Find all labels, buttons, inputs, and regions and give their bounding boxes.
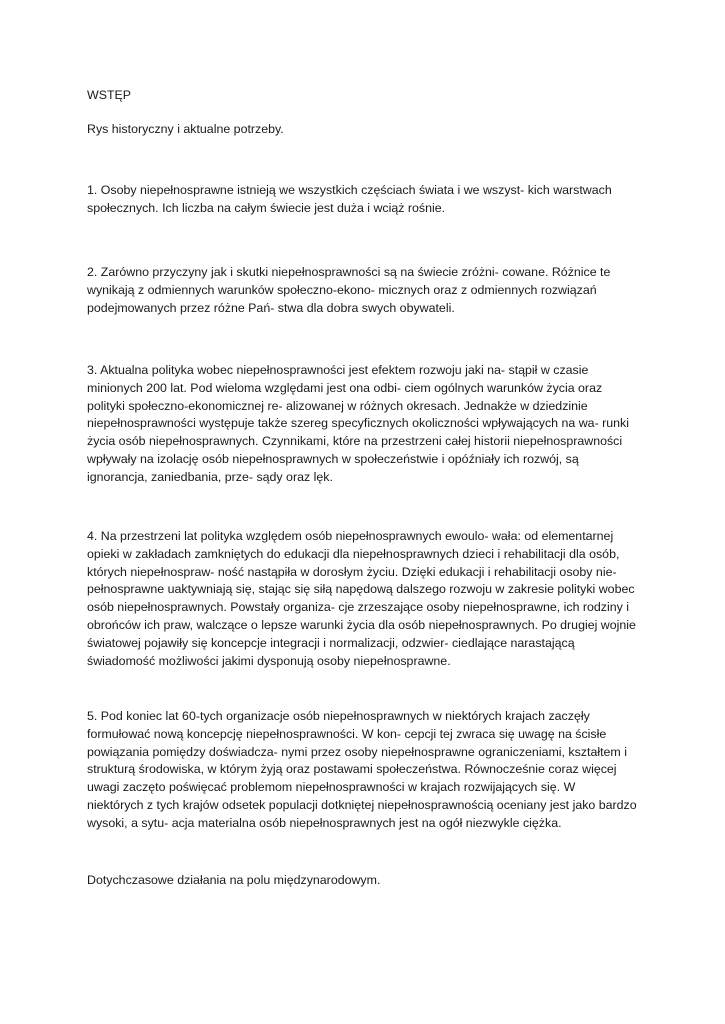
paragraph-4 (87, 528, 636, 670)
paragraph-line: niepełnosprawności występuje także szereg specyficznych okoliczności wpływających na wa- runki (87, 416, 629, 431)
paragraph-line: których niepełnospraw- ność nastąpiła w dorosłym życiu. Dzięki edukacji i rehabilitacji osoby nie- (87, 564, 617, 579)
paragraph-2 (87, 264, 610, 317)
paragraph-line: minionych 200 lat. Pod wieloma względami jest ona odbi- ciem ogólnych warunków życia oraz (87, 380, 603, 395)
paragraph-line: polityki społeczno-ekonomicznej re- alizowanej w różnych okresach. Jednakże w dziedzinie (87, 398, 588, 413)
paragraph-5 (87, 708, 637, 833)
paragraph-line: 2. Zarówno przyczyny jak i skutki niepełnosprawności są na świecie zróżni- cowane. Różnice te (87, 265, 611, 279)
paragraph-line: wpływały na izolację osób niepełnosprawnych w społeczeństwie i opóźniały ich rozwój, są (87, 451, 579, 466)
paragraph-line: światowej pojawiły się koncepcje integracji i normalizacji, odzwier- ciedlające narastającą (87, 635, 575, 650)
paragraph-line: świadomość możliwości jakimi dysponują osoby niepełnosprawne. (87, 653, 451, 668)
paragraph-line: 5. Pod koniec lat 60-tych organizacje osób niepełnosprawnych w niektórych krajach zaczęły (87, 709, 590, 723)
section-title-international: Dotychczasowe działania na polu międzynarodowym. (87, 873, 381, 887)
paragraph-line: 4. Na przestrzeni lat polityka względem osób niepełnosprawnych ewoulo- wała: od elementarnej (87, 529, 614, 543)
paragraph-line: życia osób niepełnosprawnych. Czynnikami, które na przestrzeni całej historii niepełnosprawności (87, 434, 623, 449)
paragraph-line: powiązania pomiędzy doświadcza- nymi przez osoby niepełnosprawne ograniczeniami, kształtem i (87, 744, 627, 759)
paragraph-line: społecznych. Ich liczba na całym świecie jest duża i wciąż rośnie. (87, 200, 446, 215)
paragraph-line: obrońców ich praw, walczące o lepsze warunki życia dla osób niepełnosprawnych. Po drugiej wojnie (87, 617, 636, 632)
paragraph-line: podejmowanych przez różne Pań- stwa dla dobra swych obywateli. (87, 300, 455, 315)
paragraph-1 (87, 182, 612, 218)
paragraph-line: 1. Osoby niepełnosprawne istnieją we wszystkich częściach świata i we wszyst- kich warstwach (87, 183, 612, 197)
paragraph-line: wynikają z odmiennych warunków społeczno-ekono- micznych oraz z odmiennych rozwiązań (87, 282, 597, 297)
section-title-history: Rys historyczny i aktualne potrzeby. (87, 122, 284, 136)
paragraph-line: ignorancja, zaniedbania, prze- sądy oraz lęk. (87, 469, 333, 484)
paragraph-line: formułować nową koncepcję niepełnosprawności. W kon- cepcji tej zwraca się uwagę na ścisłe (87, 726, 607, 741)
paragraph-line: osób niepełnosprawnych. Powstały organiza- cje zrzeszające osoby niepełnosprawne, ich rodziny i (87, 600, 630, 615)
paragraph-line: wysoki, a sytu- acja materialna osób niepełnosprawnych jest na ogół niezwykle ciężka. (87, 815, 562, 830)
paragraph-line: opieki w zakładach zamkniętych do edukacji dla niepełnosprawnych dzieci i rehabilitacji dla osób, (87, 546, 620, 561)
paragraph-line: pełnosprawne uaktywniają się, stając się siłą napędową dalszego rozwoju w zakresie polityki wobec (87, 582, 635, 597)
document-heading: WSTĘP (87, 88, 132, 102)
paragraph-line: 3. Aktualna polityka wobec niepełnosprawności jest efektem rozwoju jaki na- stąpił w czasie (87, 363, 589, 377)
paragraph-line: uwagi zaczęto poświęcać problemom niepełnosprawności w krajach rozwijających się. W (87, 780, 576, 795)
paragraph-3 (87, 362, 629, 487)
paragraph-line: strukturą środowiska, w którym żyją oraz postawami społeczeństwa. Równocześnie coraz więcej (87, 762, 617, 777)
paragraph-line: niektórych z tych krajów odsetek populacji dotkniętej niepełnosprawnością oceniany jest jako bardzo (87, 797, 637, 812)
